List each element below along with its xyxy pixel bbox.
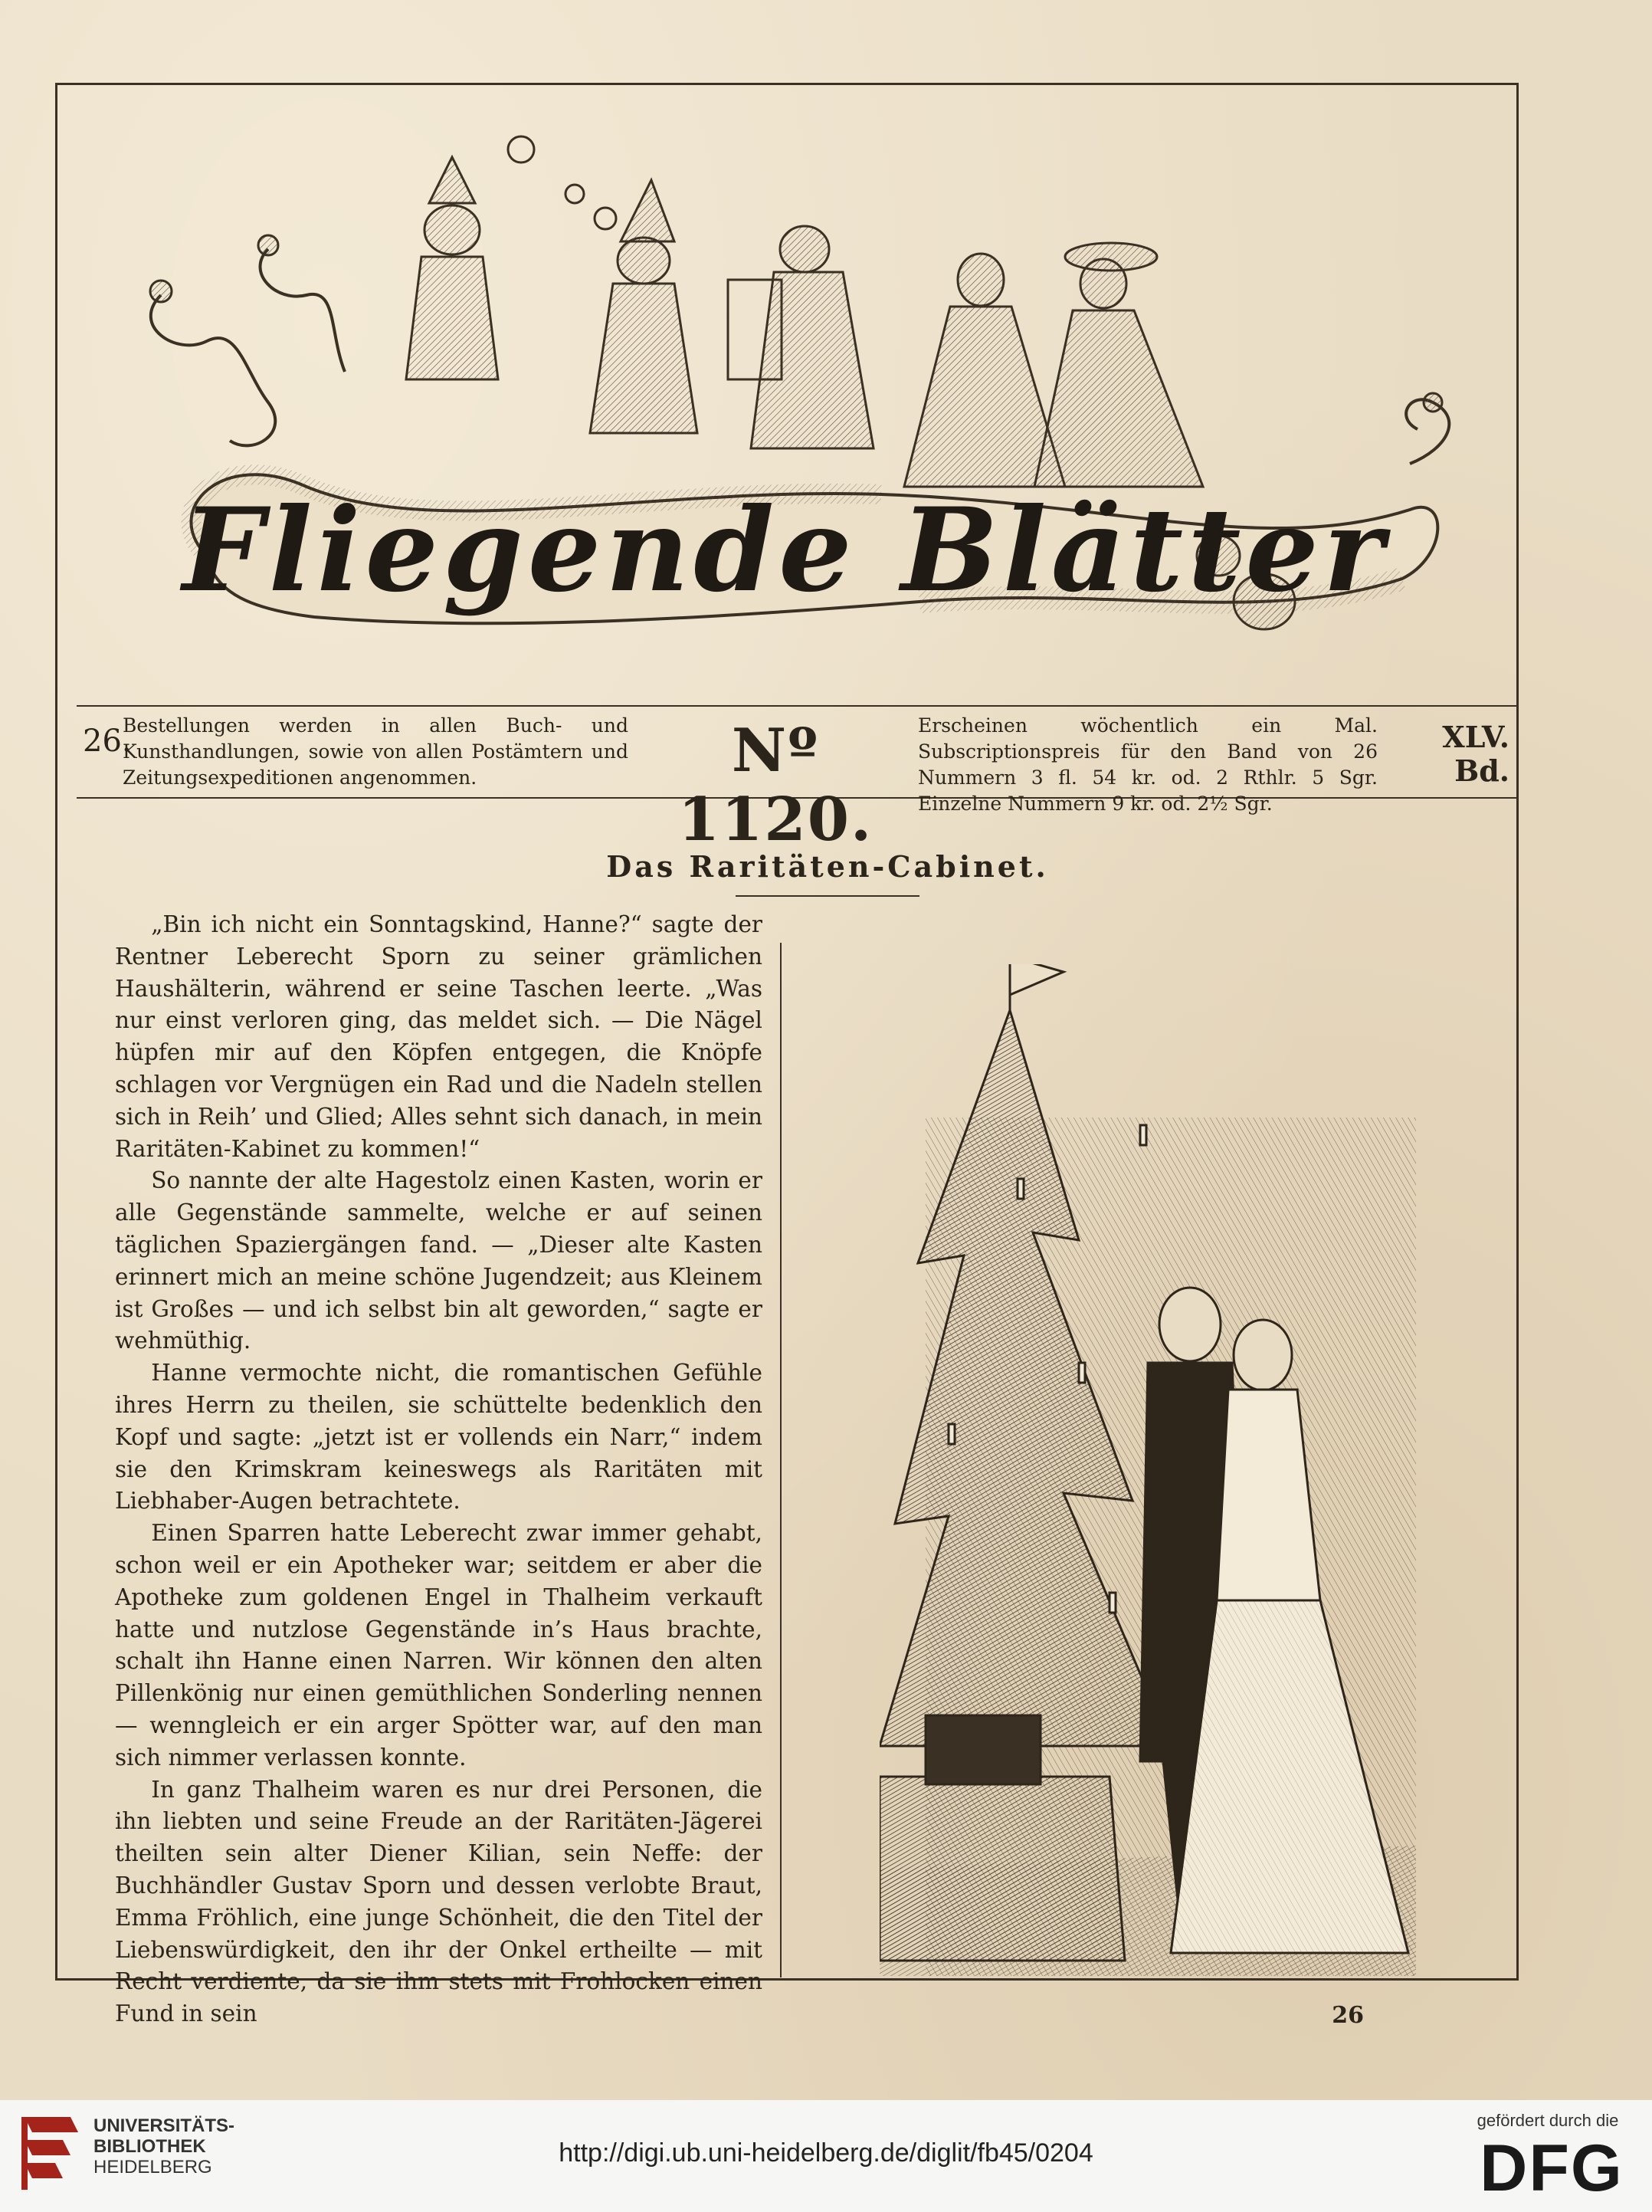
volume-number: 26. <box>83 724 132 759</box>
volume-label: XLV. Bd. <box>1442 720 1509 788</box>
article-body <box>115 909 762 2030</box>
masthead-title: Fliegende Blätter <box>182 483 1388 618</box>
paragraph: Hanne vermochte nicht, die romantischen Gefühle ihres Herrn zu theilen, sie schüttelte bedenklich den Kopf und sagte: „jetzt ist er vollends ein Narr,“ indem sie den Krimskram keineswegs als Raritäten mit Liebhaber-Augen betrachtete. <box>115 1360 762 1515</box>
funding-label: gefördert durch die <box>1477 2111 1619 2130</box>
column-divider <box>780 943 782 1977</box>
paragraph: In ganz Thalheim waren es nur drei Personen, die ihn liebten und seine Freude an der Raritäten-Jägerei theilten sein alter Diener Kilian, sein Neffe: der Buchhändler Gustav Sporn und dessen verlobte Braut, Emma Fröhlich, eine junge Schönheit, die den Titel der Liebenswürdigkeit, den ihr der Onkel ertheilte — mit Recht verdiente, da sie ihm stets mit Frohlocken einen Fund in sein <box>115 1776 762 2027</box>
library-line-1: UNIVERSITÄTS- <box>93 2115 235 2136</box>
source-url[interactable]: http://digi.ub.uni-heidelberg.de/diglit/fb45/0204 <box>559 2138 1093 2168</box>
library-line-2: BIBLIOTHEK <box>93 2136 206 2157</box>
dfg-logo: DFG <box>1480 2132 1624 2205</box>
info-bar-top-rule <box>77 705 1517 707</box>
masthead-illustration <box>115 126 1456 678</box>
subscription-notice: Erscheinen wöchentlich ein Mal. Subscriptionspreis für den Band von 26 Nummern 3 fl. 54 kr. od. 2 Rthlr. 5 Sgr. Einzelne Nummern 9 kr. od. 2½ Sgr. <box>918 714 1378 815</box>
paragraph: Einen Sparren hatte Leberecht zwar immer gehabt, schon weil er ein Apotheker war; seitdem er aber die Apotheke zum goldenen Engel in Thalheim verkauft hatte und nutzlose Gegenstände in’s Haus brachte, schalt ihn Hanne einen Narren. Wir können den alten Pillenkönig nur einen gemüthlichen Sonderling nennen — wenngleich er ein arger Spötter war, auf den man sich nimmer verlassen konnte. <box>115 1520 762 1771</box>
ordering-notice: Bestellungen werden in allen Buch- und Kunsthandlungen, sowie von allen Postämtern und Zeitungsexpeditionen angenommen. <box>123 714 628 789</box>
paragraph: So nannte der alte Hagestolz einen Kasten, worin er alle Gegenstände sammelte, welche er auf seinen täglichen Spaziergängen fand. — „Dieser alte Kasten erinnert mich an meine schöne Jugendzeit; aus Kleinem ist Großes — und ich selbst bin alt geworden,“ sagte er wehmüthig. <box>115 1167 762 1354</box>
library-line-3: HEIDELBERG <box>93 2157 212 2178</box>
paragraph: „Bin ich nicht ein Sonntagskind, Hanne?“ sagte der Rentner Leberecht Sporn zu seiner grämlichen Haushälterin, während er seine Taschen leerte. „Was nur einst verloren ging, das meldet sich. — Die Nägel hüpfen mir auf den Köpfen entgegen, die Knöpfe schlagen vor Vergnügen ein Rad und die Nadeln stellen sich in Reih’ und Glied; Alles sehnt sich danach, in mein Raritäten-Kabinet zu kommen!“ <box>115 911 762 1162</box>
article-illustration <box>880 964 1416 1976</box>
page-number: 26 <box>1332 2002 1364 2029</box>
article-title: Das Raritäten-Cabinet. <box>606 849 1049 884</box>
issue-number: Nº 1120. <box>677 716 874 855</box>
title-underline <box>736 895 919 897</box>
